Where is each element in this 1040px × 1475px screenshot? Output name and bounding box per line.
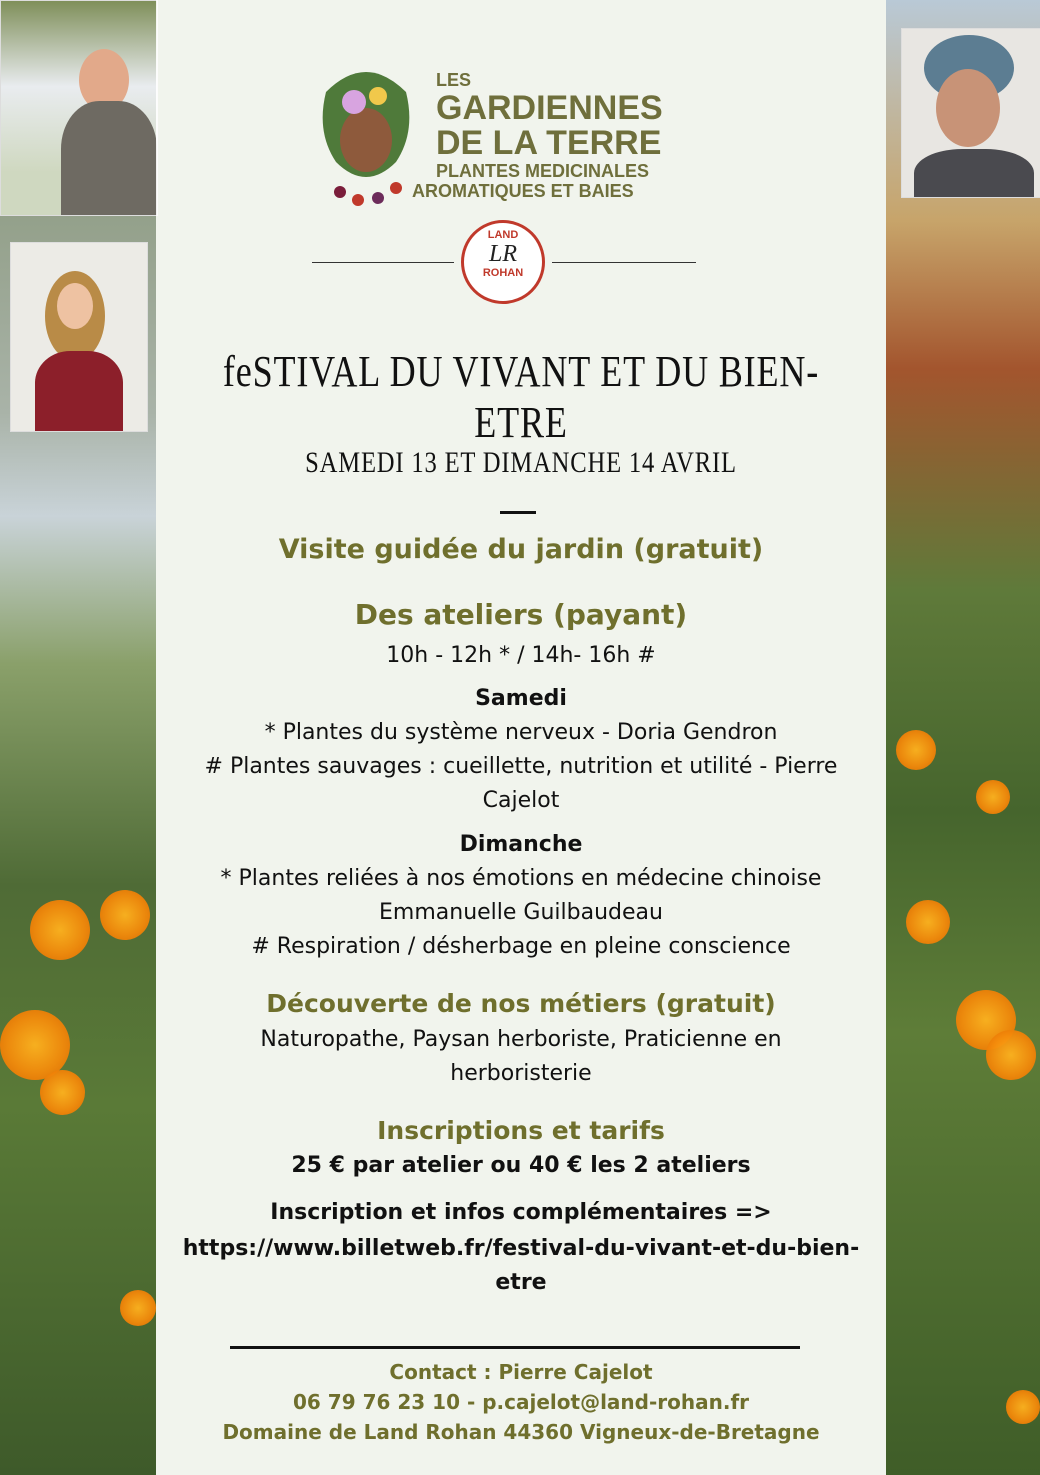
marigold-image xyxy=(896,730,936,770)
page-title: feSTIVAL DU VIVANT ET DU BIEN-ETRE xyxy=(222,347,820,447)
marigold-image xyxy=(40,1070,85,1115)
logo-line2: DE LA TERRE xyxy=(436,124,662,162)
contact-address: Domaine de Land Rohan 44360 Vigneux-de-Bretagne xyxy=(222,1420,820,1444)
marigold-image xyxy=(906,900,950,944)
title-dash xyxy=(500,511,536,514)
logo-line1: GARDIENNES xyxy=(436,89,663,127)
saturday-workshop-2: # Plantes sauvages : cueillette, nutrition et utilité - Pierre xyxy=(204,754,838,779)
seal-monogram: LR xyxy=(488,241,517,267)
portrait-photo-woman xyxy=(10,242,148,432)
registration-link-cont[interactable]: etre xyxy=(495,1270,547,1295)
pricing-text: 25 € par atelier ou 40 € les 2 ateliers xyxy=(291,1153,751,1178)
saturday-workshop-1: * Plantes du système nerveux - Doria Gendron xyxy=(264,720,778,745)
portrait-photo-woman-headwrap xyxy=(901,28,1040,198)
workshops-heading: Des ateliers (payant) xyxy=(354,598,688,631)
sunday-workshop-1-cont: Emmanuelle Guilbaudeau xyxy=(379,900,663,925)
contact-name: Contact : Pierre Cajelot xyxy=(389,1360,653,1384)
saturday-label: Samedi xyxy=(475,686,567,711)
sunday-label: Dimanche xyxy=(459,832,583,857)
seal-bottom-text: ROHAN xyxy=(482,267,524,279)
event-dates: SAMEDI 13 ET DIMANCHE 14 AVRIL xyxy=(305,446,737,479)
seal-top-text: LAND xyxy=(487,229,519,241)
registration-link[interactable]: https://www.billetweb.fr/festival-du-vivant-et-du-bien- xyxy=(182,1236,860,1261)
footer-divider xyxy=(230,1346,800,1349)
marigold-image xyxy=(30,900,90,960)
info-line-1: Inscription et infos complémentaires => xyxy=(270,1200,772,1225)
logo-emblem xyxy=(306,62,426,212)
divider-left xyxy=(312,262,454,263)
saturday-workshop-2-cont: Cajelot xyxy=(482,788,560,813)
sunday-workshop-2: # Respiration / désherbage en pleine conscience xyxy=(251,934,791,959)
jobs-line-2: herboristerie xyxy=(450,1061,592,1086)
visit-heading: Visite guidée du jardin (gratuit) xyxy=(278,534,764,565)
logo-wordmark xyxy=(412,70,736,201)
jobs-heading: Découverte de nos métiers (gratuit) xyxy=(266,989,776,1018)
sunday-workshop-1: * Plantes reliées à nos émotions en médecine chinoise xyxy=(220,866,822,891)
marigold-image xyxy=(1006,1390,1040,1424)
marigold-image xyxy=(976,780,1010,814)
workshops-hours: 10h - 12h * / 14h- 16h # xyxy=(386,643,656,668)
jobs-line-1: Naturopathe, Paysan herboriste, Praticienne en xyxy=(260,1027,782,1052)
logo-line3: PLANTES MEDICINALES xyxy=(436,161,650,181)
marigold-image xyxy=(986,1030,1036,1080)
land-rohan-seal xyxy=(461,220,545,304)
logo-les: LES xyxy=(436,70,472,90)
marigold-image xyxy=(100,890,150,940)
portrait-photo-man xyxy=(0,0,158,216)
pricing-heading: Inscriptions et tarifs xyxy=(377,1116,665,1145)
right-photo-strip xyxy=(886,0,1040,1475)
content-panel xyxy=(156,0,886,1475)
divider-right xyxy=(552,262,696,263)
left-photo-strip xyxy=(0,0,156,1475)
logo-line4: AROMATIQUES ET BAIES xyxy=(412,181,634,201)
marigold-image xyxy=(120,1290,156,1326)
contact-phone-email[interactable]: 06 79 76 23 10 - p.cajelot@land-rohan.fr xyxy=(292,1390,750,1414)
